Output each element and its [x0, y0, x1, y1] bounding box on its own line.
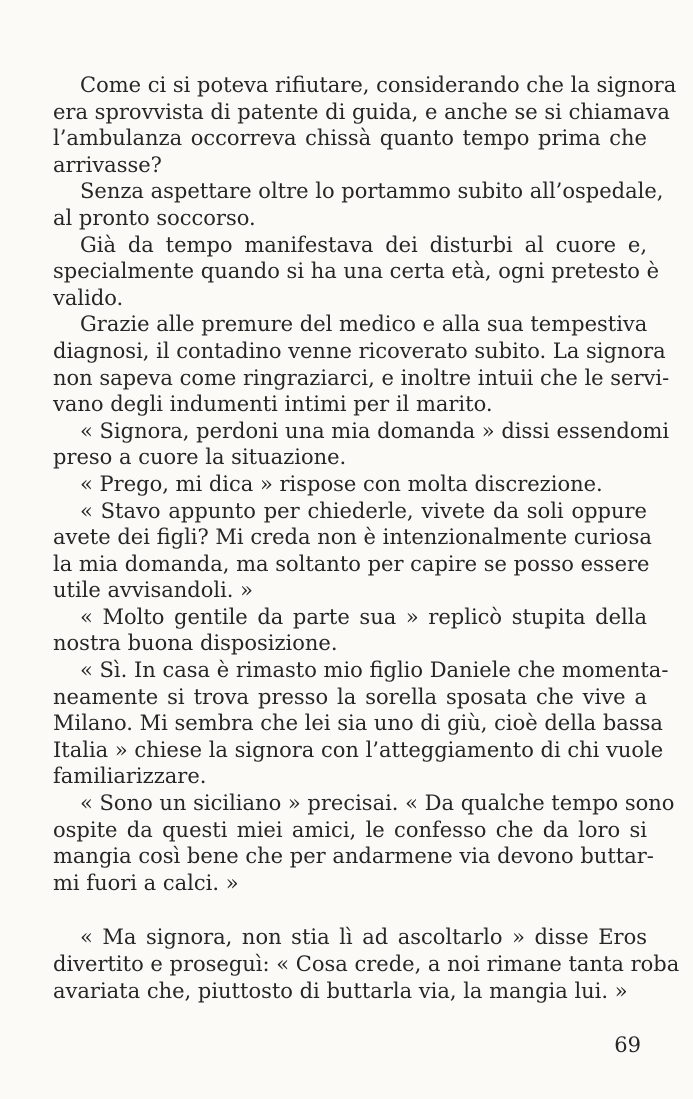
text-line: « Ma signora, non stia lì ad ascoltarlo » disse Eros	[80, 925, 647, 950]
text-line: utile avvisandoli. »	[53, 578, 254, 603]
text-line: Italia » chiese la signora con l’atteggiamento di chi vuole	[53, 737, 664, 762]
text-line: familiarizzare.	[53, 764, 207, 789]
text-line: arrivasse?	[53, 152, 162, 177]
text-line: l’ambulanza occorreva chissà quanto tempo prima che	[53, 126, 647, 151]
text-line: « Prego, mi dica » rispose con molta discrezione.	[80, 471, 603, 496]
text-line: non sapeva come ringraziarci, e inoltre intuii che le servi-	[53, 365, 670, 390]
text-line: al pronto soccorso.	[53, 205, 256, 230]
text-line: specialmente quando si ha una certa età, ogni pretesto è	[53, 259, 660, 284]
text-line: diagnosi, il contadino venne ricoverato subito. La signora	[53, 338, 666, 363]
text-line: divertito e proseguì: « Cosa crede, a noi rimane tanta roba	[53, 952, 680, 976]
text-line: Come ci si poteva rifiutare, considerando che la signora	[80, 73, 677, 97]
text-line: « Stavo appunto per chiederle, vivete da soli oppure	[80, 498, 647, 523]
text-line: preso a cuore la situazione.	[53, 445, 347, 470]
text-line: nostra buona disposizione.	[53, 631, 338, 656]
text-line: avariata che, piuttosto di buttarla via, la mangia lui. »	[53, 978, 628, 1003]
text-line: « Sì. In casa è rimasto mio figlio Daniele che momenta-	[80, 658, 669, 683]
text-line: Milano. Mi sembra che lei sia uno di giù, cioè della bassa	[53, 711, 663, 736]
text-line: Grazie alle premure del medico e alla sua tempestiva	[80, 312, 648, 337]
text-line: ospite da questi miei amici, le confesso che da loro si	[53, 817, 647, 842]
text-line: era sprovvista di patente di guida, e anche se si chiamava	[53, 99, 670, 124]
text-line: « Sono un siciliano » precisai. « Da qualche tempo sono	[80, 791, 675, 816]
text-line: vano degli indumenti intimi per il marito.	[53, 392, 493, 417]
body-text	[53, 72, 680, 1004]
text-line: la mia domanda, ma soltanto per capire se posso essere	[53, 551, 650, 576]
text-line: Senza aspettare oltre lo portammo subito all’ospedale,	[80, 179, 664, 204]
section-break	[53, 896, 647, 924]
page-number: 69	[614, 1033, 641, 1057]
text-line: Già da tempo manifestava dei disturbi al cuore e,	[80, 232, 647, 257]
text-line: mi fuori a calci. »	[53, 870, 239, 895]
text-line: neamente si trova presso la sorella sposata che vive a	[53, 684, 647, 709]
text-line: « Molto gentile da parte sua » replicò stupita della	[80, 604, 647, 629]
text-line: mangia così bene che per andarmene via devono buttar-	[53, 844, 654, 869]
text-line: avete dei figli? Mi creda non è intenzionalmente curiosa	[53, 525, 652, 550]
text-line: valido.	[53, 285, 124, 310]
text-line: « Signora, perdoni una mia domanda » dissi essendomi	[80, 418, 670, 443]
